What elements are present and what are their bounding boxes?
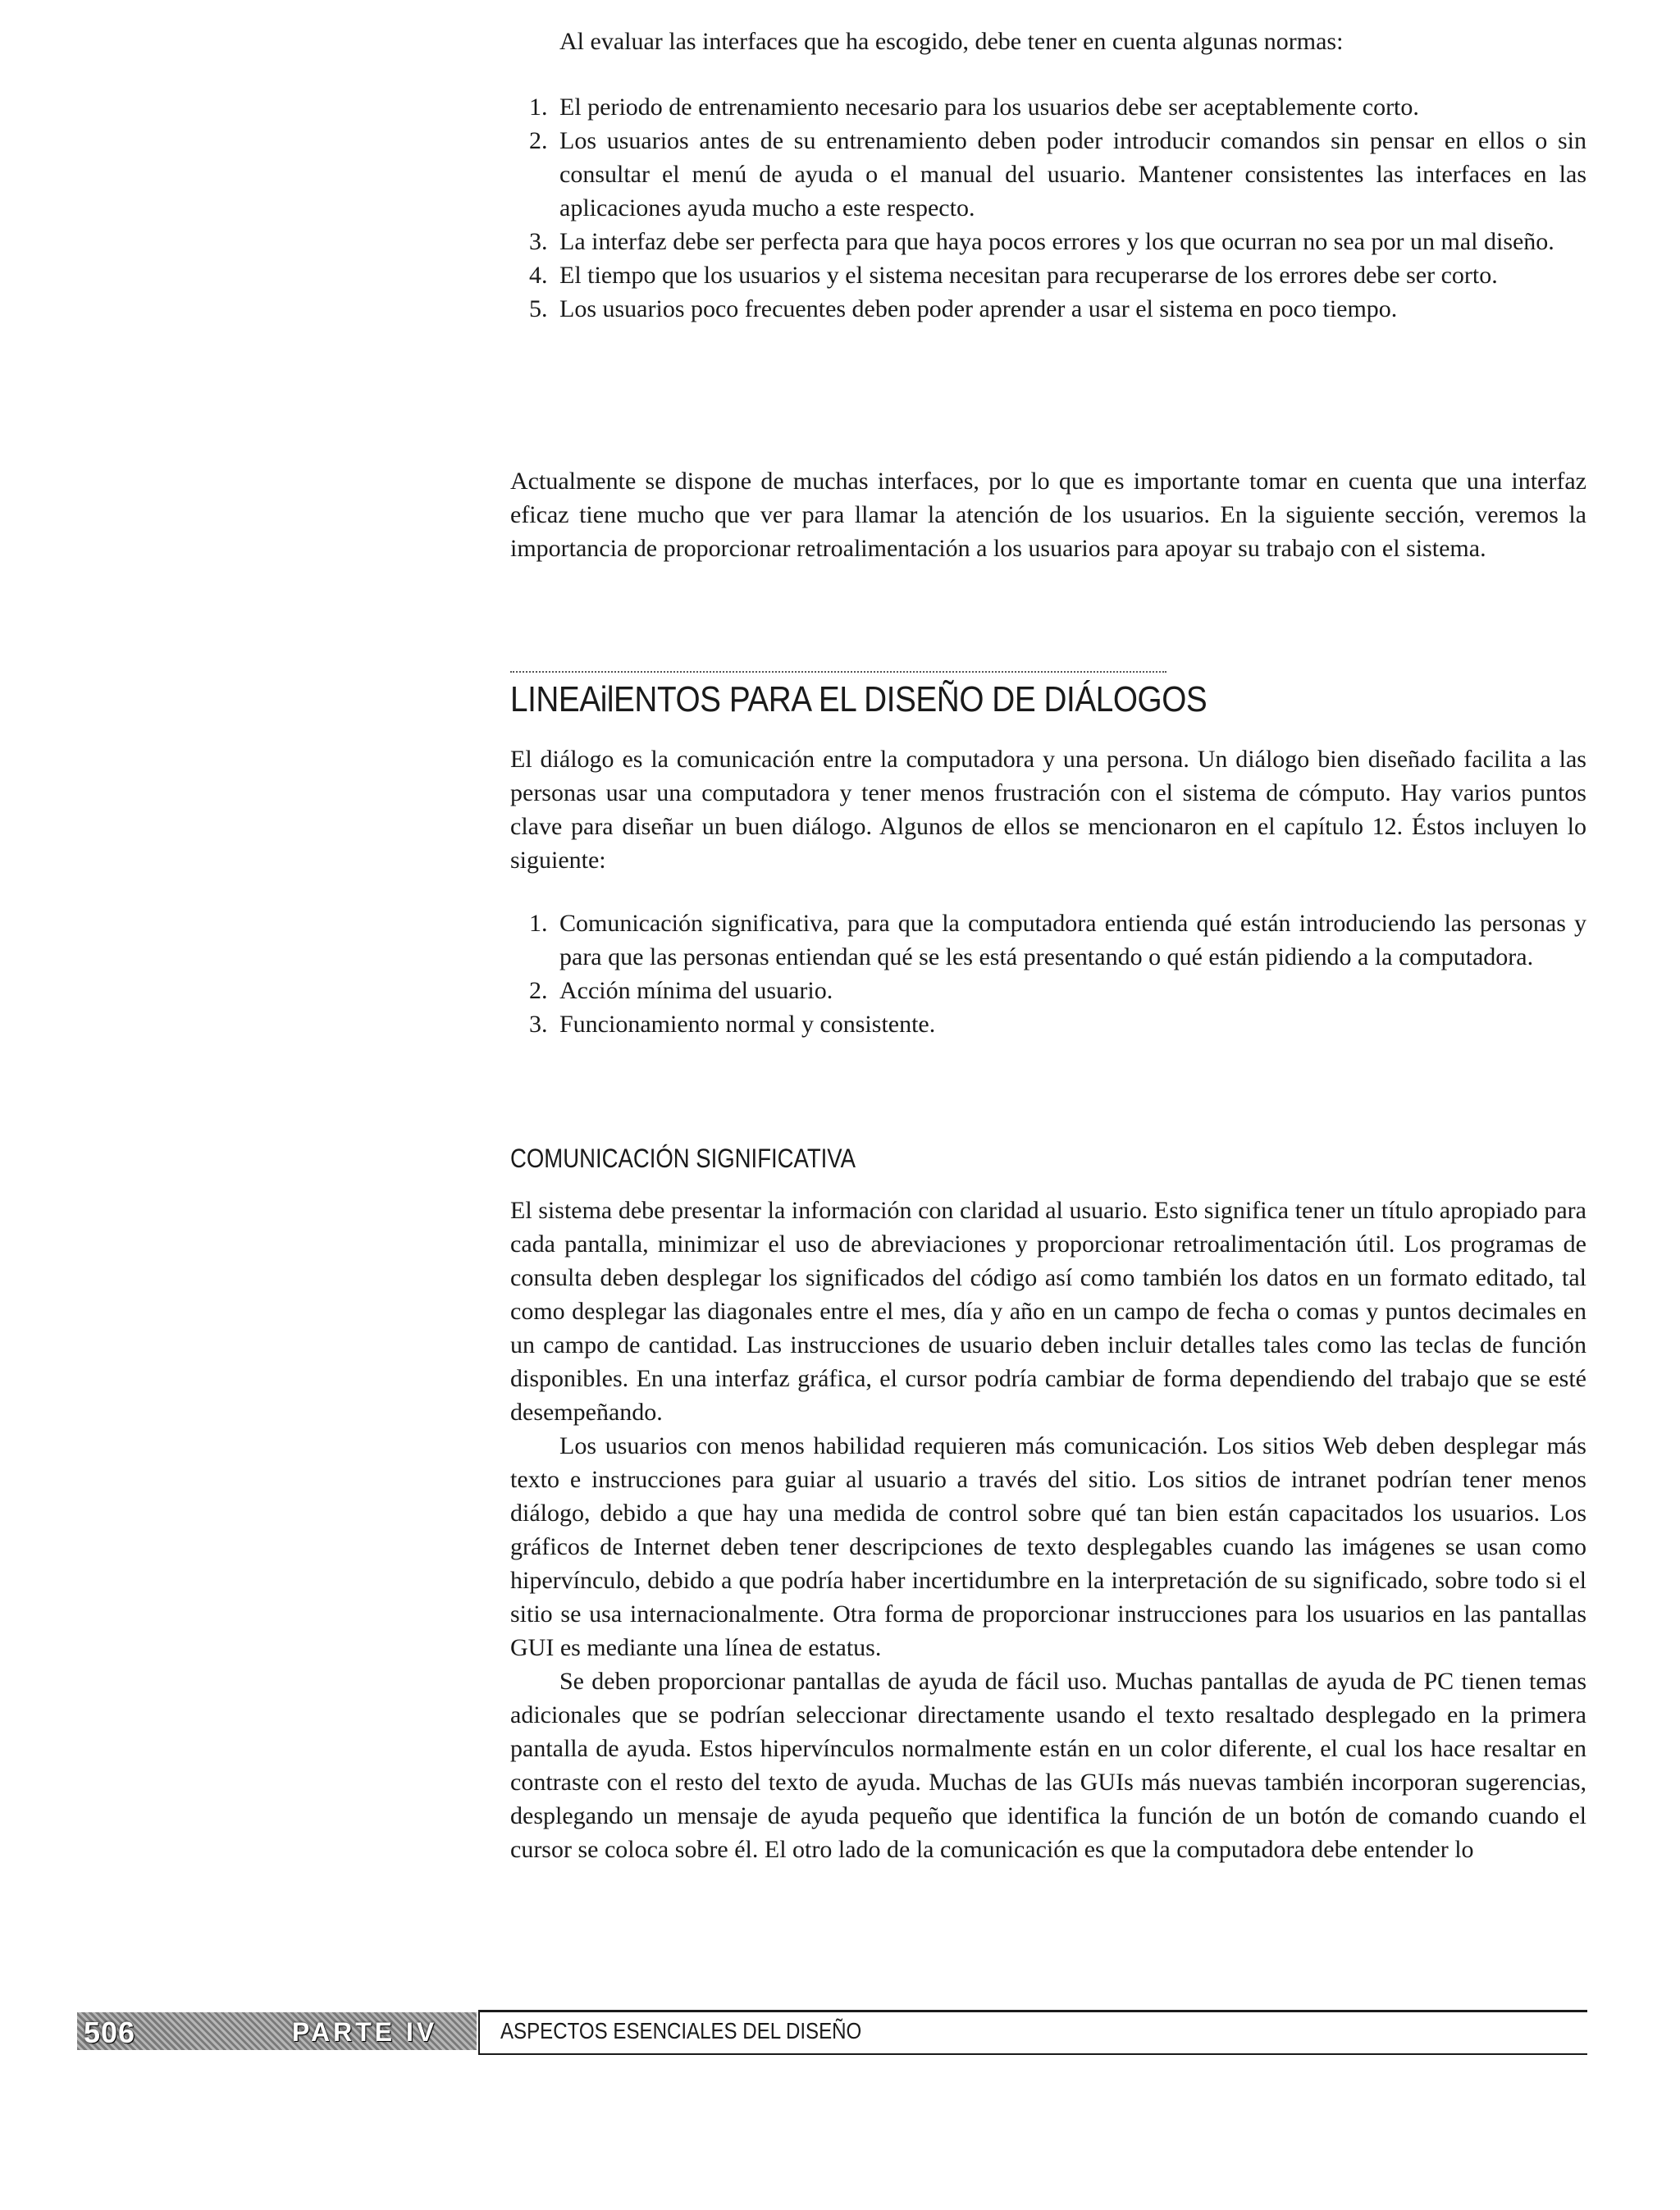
list-item [510, 1007, 1586, 1041]
dialog-points-list [510, 906, 1586, 1041]
list-number: 1. [529, 94, 548, 121]
interfaces-paragraph: Actualmente se dispone de muchas interfaces, por lo que es importante tomar en cuenta que una interfaz eficaz tiene mucho que ver para llamar la atención de los usuarios. En la siguiente sección, veremos la importancia de proporcionar retroalimentación a los usuarios para apoyar su trabajo con el sistema. [510, 468, 1586, 562]
list-number: 1. [529, 910, 548, 937]
list-number: 2. [529, 127, 548, 154]
norms-list [510, 90, 1586, 326]
list-number: 3. [529, 228, 548, 255]
list-item [510, 225, 1586, 258]
list-number: 2. [529, 977, 548, 1004]
list-item-text: Los usuarios antes de su entrenamiento deben poder introducir comandos sin pensar en ellos o sin consultar el menú de ayuda o el manual del usuario. Mantener consistentes las interfaces en las aplicaciones ayuda mucho a este respecto. [559, 127, 1586, 221]
body-paragraph: Se deben proporcionar pantallas de ayuda de fácil uso. Muchas pantallas de ayuda de PC tienen temas adicionales que se podrían seleccionar directamente usando el texto resaltado desplegado en la primera pantalla de ayuda. Estos hipervínculos normalmente están en un color diferente, el cual los hace resaltar en contraste con el resto del texto de ayuda. Muchas de las GUIs más nuevas también incorporan sugerencias, desplegando un mensaje de ayuda pequeño que identifica la función de un botón de comando cuando el cursor se coloca sobre él. El otro lado de la comunicación es que la computadora debe entender lo [510, 1668, 1586, 1863]
list-item [510, 906, 1586, 974]
list-item [510, 90, 1586, 124]
footer-divider [478, 2010, 480, 2055]
page-number: 506 [84, 2016, 136, 2049]
list-item-text: Funcionamiento normal y consistente. [559, 1011, 936, 1038]
list-item-text: Los usuarios poco frecuentes deben poder aprender a usar el sistema en poco tiempo. [559, 295, 1398, 322]
list-item-text: El tiempo que los usuarios y el sistema necesitan para recuperarse de los errores debe ser corto. [559, 262, 1498, 289]
list-item-text: La interfaz debe ser perfecta para que haya pocos errores y los que ocurran no sea por un mal diseño. [559, 228, 1554, 255]
section-divider [510, 671, 1166, 673]
section-heading: LINEAilENTOS PARA EL DISEÑO DE DIÁLOGOS [510, 679, 1208, 719]
body-paragraph: El sistema debe presentar la información con claridad al usuario. Esto significa tener un título apropiado para cada pantalla, minimizar el uso de abreviaciones y proporcionar retroalimentación útil. Los programas de consulta deben desplegar los significados del código así como también los datos en un formato editado, tal como desplegar las diagonales entre el mes, día y año en un campo de fecha o comas y puntos decimales en un campo de cantidad. Las instrucciones de usuario deben incluir detalles tales como las teclas de función disponibles. En una interfaz gráfica, el cursor podría cambiar de forma dependiendo del trabajo que se esté desempeñando. [510, 1197, 1586, 1426]
list-number: 3. [529, 1011, 548, 1038]
intro-paragraph: Al evaluar las interfaces que ha escogido, debe tener en cuenta algunas normas: [559, 28, 1344, 55]
list-item-text: El periodo de entrenamiento necesario para los usuarios debe ser aceptablemente corto. [559, 94, 1419, 121]
body-paragraph: Los usuarios con menos habilidad requieren más comunicación. Los sitios Web deben desplegar más texto e instrucciones para guiar al usuario a través del sitio. Los sitios de intranet podrían tener menos diálogo, debido a que hay una medida de control sobre qué tan bien están capacitados los usuarios. Los gráficos de Internet deben tener descripciones de texto desplegables cuando las imágenes se usan como hipervínculo, debido a que podría haber incertidumbre en la interpretación de su significado, sobre todo si el sitio se usa internacionalmente. Otra forma de proporcionar instrucciones para los usuarios en las pantallas GUI es mediante una línea de estatus. [510, 1432, 1586, 1661]
list-item-text: Comunicación significativa, para que la computadora entienda qué están introduciendo las personas y para que las personas entiendan qué se les está presentando o qué están pidiendo a la computadora. [559, 910, 1586, 970]
subsection-heading: COMUNICACIÓN SIGNIFICATIVA [510, 1144, 856, 1173]
list-item [510, 974, 1586, 1007]
list-item [510, 258, 1586, 292]
list-item [510, 292, 1586, 326]
list-number: 5. [529, 295, 548, 322]
running-footer-title: ASPECTOS ESENCIALES DEL DISEÑO [500, 2018, 862, 2043]
list-item-text: Acción mínima del usuario. [559, 977, 833, 1004]
dialog-intro-paragraph: El diálogo es la comunicación entre la computadora y una persona. Un diálogo bien diseñado facilita a las personas usar una computadora y tener menos frustración con el sistema de cómputo. Hay varios puntos clave para diseñar un buen diálogo. Algunos de ellos se mencionaron en el capítulo 12. Éstos incluyen lo siguiente: [510, 746, 1586, 874]
list-number: 4. [529, 262, 548, 289]
footer-band [77, 2012, 477, 2050]
footer-rule [478, 2053, 1587, 2055]
part-label: PARTE IV [292, 2017, 438, 2047]
list-item [510, 124, 1586, 225]
footer-rule [478, 2010, 1587, 2012]
meaningful-communication-body [510, 1194, 1586, 1866]
